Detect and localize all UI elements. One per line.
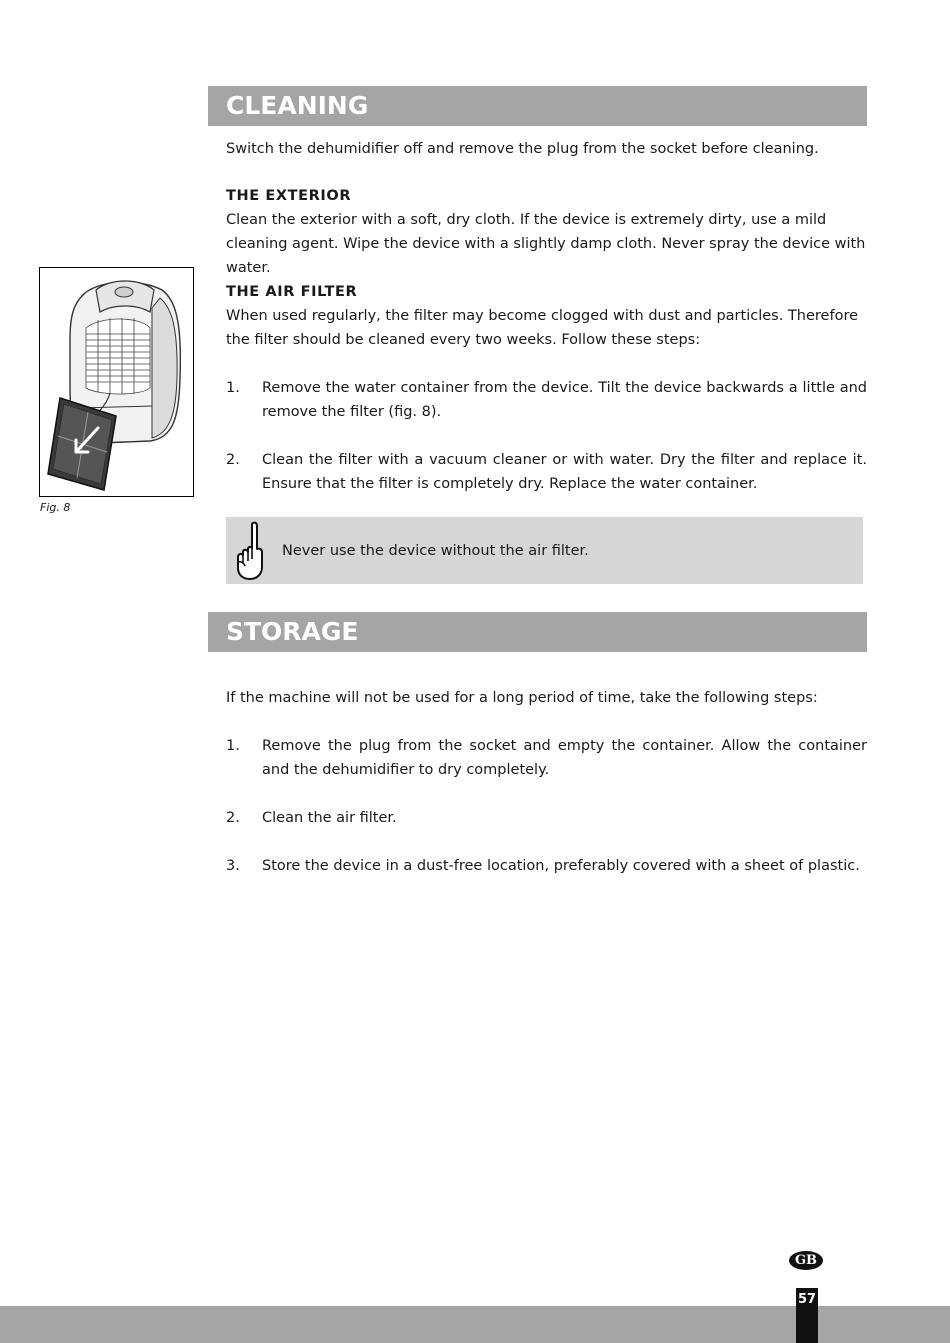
storage-step-3 xyxy=(226,854,867,878)
storage-step-1 xyxy=(226,734,867,782)
cleaning-heading: CLEANING xyxy=(208,86,867,126)
language-badge: GB xyxy=(789,1251,823,1270)
air-filter-heading: THE AIR FILTER xyxy=(226,284,358,300)
cleaning-step-2 xyxy=(226,448,867,496)
cleaning-step-1 xyxy=(226,376,867,424)
storage-heading: STORAGE xyxy=(208,612,867,652)
cleaning-intro: Switch the dehumidifier off and remove the plug from the socket before cleaning. xyxy=(226,141,819,157)
figure-dehumidifier xyxy=(39,267,194,497)
step-number: 2. xyxy=(226,810,240,826)
note-text: Never use the device without the air filter. xyxy=(282,543,589,559)
figure-caption: Fig. 8 xyxy=(40,501,71,514)
page-number: 57 xyxy=(796,1288,818,1343)
note-box xyxy=(226,517,863,584)
step-number: 1. xyxy=(226,738,240,754)
pointing-hand-icon xyxy=(232,519,268,581)
step-text: Store the device in a dust-free location, preferably covered with a sheet of plastic. xyxy=(262,858,860,874)
storage-intro: If the machine will not be used for a long period of time, take the following steps: xyxy=(226,690,818,706)
step-text: Clean the air filter. xyxy=(262,810,397,826)
exterior-text: Clean the exterior with a soft, dry cloth. If the device is extremely dirty, use a mild cleaning agent. Wipe the device with a slightly damp cloth. Never spray the device with water. xyxy=(226,212,866,276)
step-text: Clean the filter with a vacuum cleaner or with water. Dry the filter and replace it. Ensure that the filter is completely dry. Replace the water container. xyxy=(262,452,867,492)
step-number: 2. xyxy=(226,452,240,468)
air-filter-text: When used regularly, the filter may become clogged with dust and particles. Therefore the filter should be cleaned every two weeks. Follow these steps: xyxy=(226,308,859,348)
storage-step-2 xyxy=(226,806,867,830)
exterior-heading: THE EXTERIOR xyxy=(226,188,352,204)
dehumidifier-illustration xyxy=(40,268,192,495)
step-text: Remove the water container from the device. Tilt the device backwards a little and remove the filter (fig. 8). xyxy=(262,380,867,420)
step-number: 3. xyxy=(226,858,240,874)
step-text: Remove the plug from the socket and empty the container. Allow the container and the dehumidifier to dry completely. xyxy=(262,738,867,778)
step-number: 1. xyxy=(226,380,240,396)
